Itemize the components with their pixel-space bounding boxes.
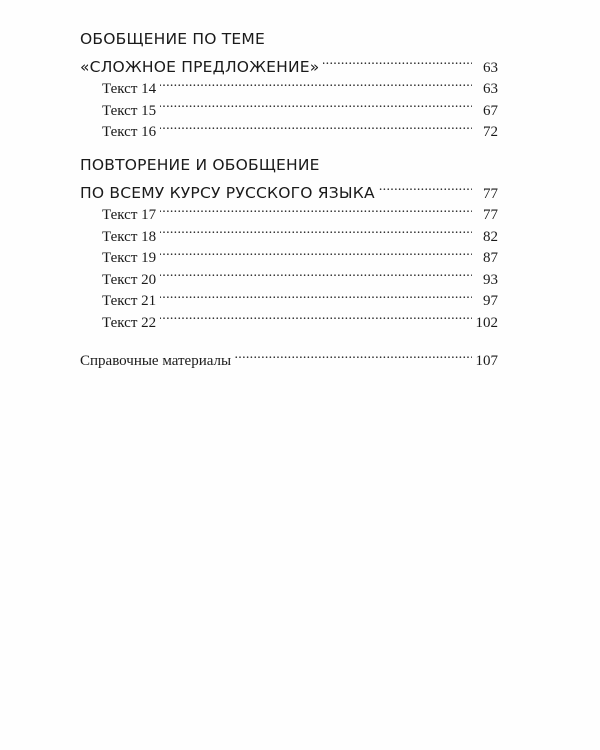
- dot-leader: [160, 284, 472, 306]
- page-number: 77: [483, 185, 498, 202]
- dot-leader: [160, 262, 472, 284]
- page-number: 63: [483, 59, 498, 76]
- section-heading-line2: «СЛОЖНОЕ ПРЕДЛОЖЕНИЕ»: [80, 57, 320, 76]
- section-heading-line2: ПО ВСЕМУ КУРСУ РУССКОГО ЯЗЫКА: [80, 183, 375, 202]
- dot-leader: [160, 115, 472, 137]
- entry-label: Текст 21: [102, 293, 157, 309]
- section-heading: [80, 28, 498, 50]
- entry-label: Текст 20: [102, 271, 157, 288]
- page-number: 102: [475, 314, 498, 331]
- toc-entry-reference-materials[interactable]: [80, 344, 498, 369]
- toc-entry-section-heading[interactable]: [80, 50, 498, 76]
- page-number: 97: [483, 293, 498, 309]
- page-number: 107: [475, 353, 498, 369]
- dot-leader: [160, 198, 472, 220]
- dot-leader: [160, 93, 472, 115]
- entry-label: Текст 15: [102, 102, 157, 119]
- dot-leader: [160, 219, 472, 241]
- entry-label: Текст 19: [102, 250, 157, 266]
- toc-entry-section-heading[interactable]: [80, 176, 498, 202]
- page-number: 87: [483, 250, 498, 266]
- page-number: 77: [483, 207, 498, 223]
- dot-leader: [160, 241, 472, 263]
- dot-leader: [160, 305, 472, 327]
- dot-leader: [235, 344, 472, 366]
- page-number: 72: [483, 124, 498, 140]
- page-number: 82: [483, 228, 498, 245]
- entry-label: Текст 18: [102, 228, 157, 245]
- entry-label: Текст 17: [102, 207, 157, 223]
- page-number: 93: [483, 271, 498, 288]
- page-number: 67: [483, 102, 498, 119]
- entry-label: Справочные материалы: [80, 353, 232, 369]
- toc-section-summary-complex-sentence: [80, 28, 498, 140]
- section-heading-line1: ПОВТОРЕНИЕ И ОБОБЩЕНИЕ: [80, 156, 320, 174]
- dot-leader: [323, 50, 472, 72]
- entry-label: Текст 22: [102, 314, 157, 331]
- entry-label: Текст 16: [102, 124, 157, 140]
- section-heading-line1: ОБОБЩЕНИЕ ПО ТЕМЕ: [80, 30, 265, 48]
- toc-section-review-summary: [80, 154, 498, 331]
- dot-leader: [379, 176, 472, 198]
- section-heading: [80, 154, 498, 176]
- entry-label: Текст 14: [102, 81, 157, 97]
- table-of-contents: [80, 28, 498, 369]
- page-number: 63: [483, 81, 498, 97]
- dot-leader: [160, 72, 472, 94]
